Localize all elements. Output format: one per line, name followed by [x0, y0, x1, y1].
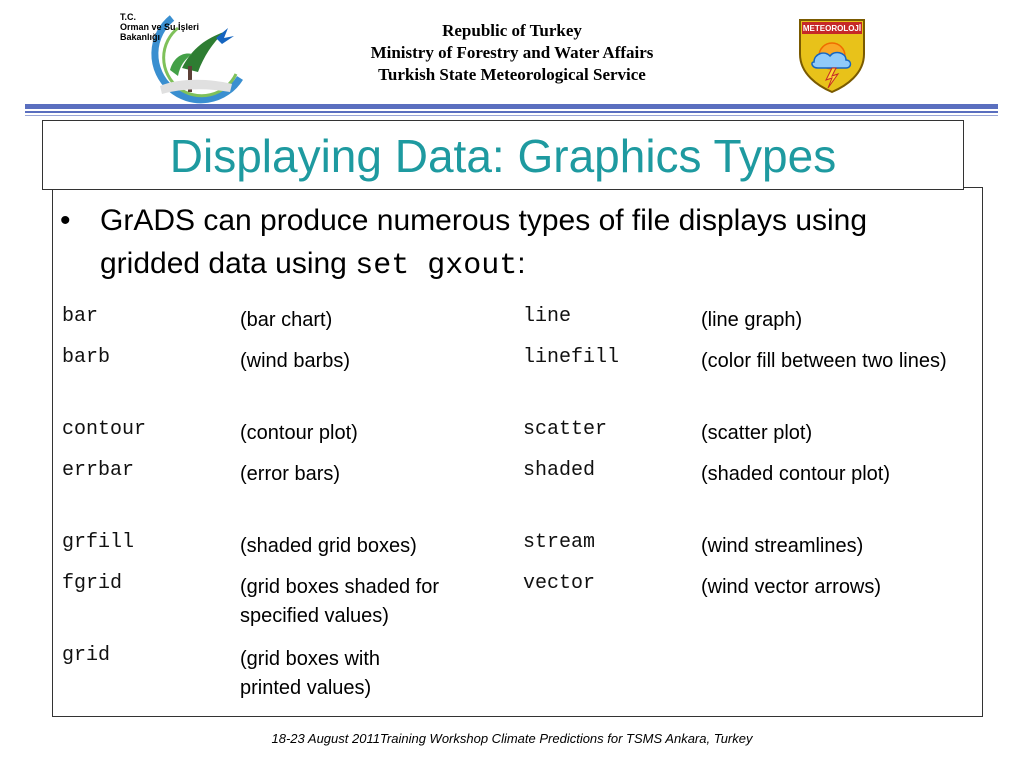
meteoroloji-shield-icon — [796, 14, 868, 94]
command-name: linefill — [523, 346, 620, 369]
header-line-1: Republic of Turkey — [442, 21, 582, 40]
header-divider — [25, 111, 998, 113]
command-name: vector — [523, 572, 596, 595]
command-name: errbar — [62, 459, 135, 482]
bullet-text — [100, 199, 960, 288]
command-name: barb — [62, 346, 111, 369]
command-description: (wind vector arrows) — [701, 576, 882, 598]
command-name: grid — [62, 644, 111, 667]
bullet-suffix: : — [517, 247, 526, 280]
slide-footer: 18-23 August 2011Training Workshop Climate Predictions for TSMS Ankara, Turkey — [271, 731, 753, 746]
svg-text:METEOROLOJİ: METEOROLOJİ — [802, 24, 862, 33]
command-name: fgrid — [62, 572, 123, 595]
command-name: bar — [62, 305, 99, 328]
command-description: (wind barbs) — [240, 350, 351, 372]
command-name: grfill — [62, 531, 135, 554]
command-name: line — [523, 305, 572, 328]
command-description: (color fill between two lines) — [701, 350, 947, 372]
command-description: (line graph) — [701, 309, 803, 331]
command-description: (shaded contour plot) — [701, 463, 891, 485]
command-name: shaded — [523, 459, 596, 482]
meteorology-logo — [796, 14, 868, 94]
command-name: stream — [523, 531, 596, 554]
command-name: scatter — [523, 418, 608, 441]
command-description: (grid boxes with printed values) — [240, 648, 381, 699]
command-description: (wind streamlines) — [701, 535, 864, 557]
slide-title: Displaying Data: Graphics Types — [169, 130, 837, 182]
command-description: (scatter plot) — [701, 422, 813, 444]
command-description: (grid boxes shaded for specified values) — [240, 576, 440, 627]
command-description: (contour plot) — [240, 422, 358, 444]
header-line-3: Turkish State Meteorological Service — [378, 65, 646, 84]
header-divider — [25, 104, 998, 109]
ministry-name: T.C. Orman ve Su İşleri Bakanlığı — [120, 12, 200, 42]
command-description: (shaded grid boxes) — [240, 535, 417, 557]
command-description: (bar chart) — [240, 309, 333, 331]
header-divider — [25, 115, 998, 116]
header-line-2: Ministry of Forestry and Water Affairs — [370, 43, 654, 62]
bullet-symbol: • — [60, 204, 71, 237]
header-organization — [290, 20, 734, 86]
bullet-text-body: GrADS can produce numerous types of file displays using gridded data using — [100, 204, 868, 280]
title-box — [42, 120, 964, 190]
ministry-logo — [112, 8, 252, 110]
command-description: (error bars) — [240, 463, 341, 485]
bullet-code: set gxout — [355, 249, 518, 283]
command-name: contour — [62, 418, 147, 441]
